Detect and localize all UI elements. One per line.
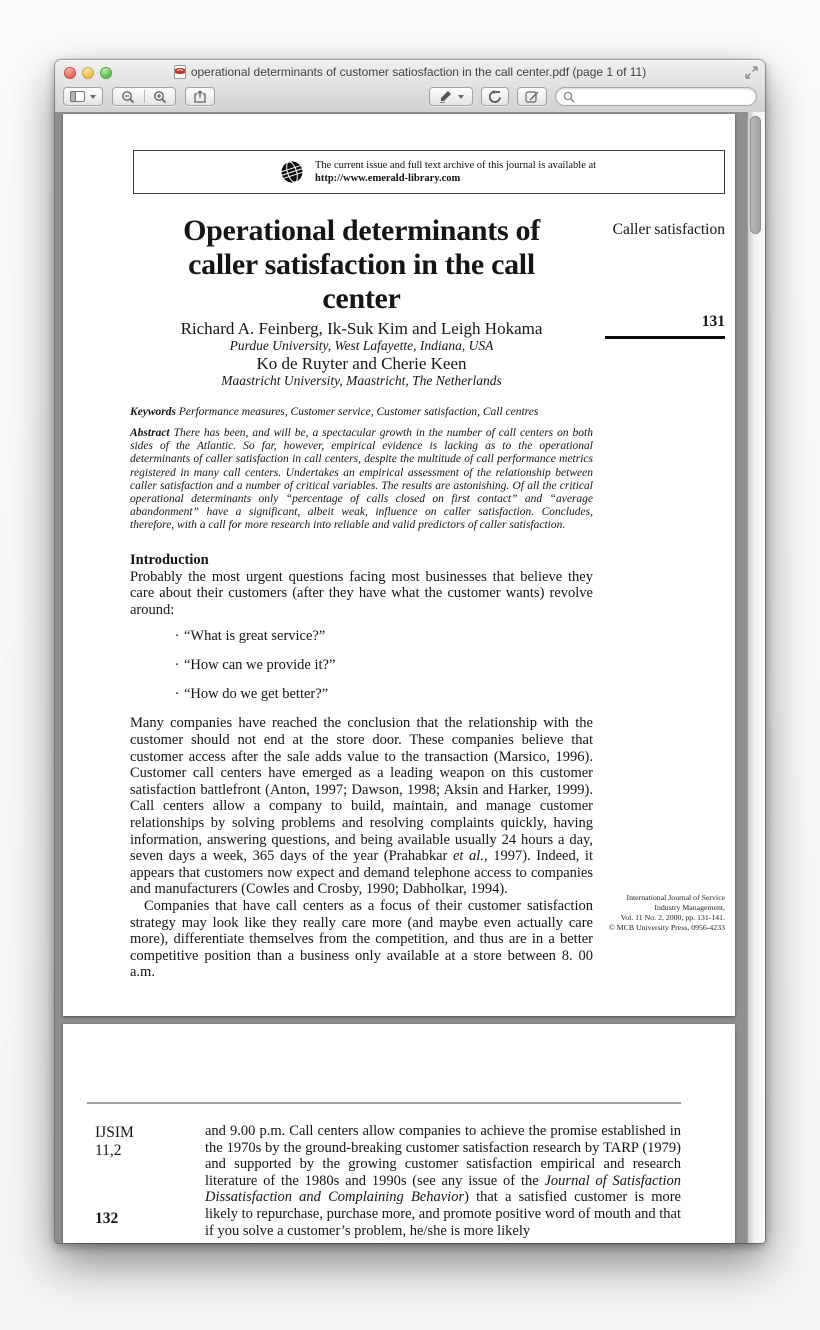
journal-issue: 11,2 <box>95 1142 122 1159</box>
titlebar[interactable] <box>55 60 765 85</box>
zoom-out-icon <box>121 90 135 104</box>
search-field[interactable] <box>555 87 757 106</box>
bullet-icon: · <box>174 686 180 703</box>
share-icon <box>193 90 207 103</box>
journal-abbrev: IJSIM <box>95 1124 134 1141</box>
article-title-line3: center <box>322 282 401 315</box>
zoom-segmented-control <box>112 87 176 106</box>
vertical-scrollbar[interactable] <box>747 112 765 1243</box>
chevron-down-icon <box>90 95 96 99</box>
authors-block <box>130 319 593 389</box>
view-mode-button[interactable] <box>63 87 103 106</box>
preview-window <box>55 60 765 1243</box>
toolbar <box>55 85 765 112</box>
citation-line: Industry Management, <box>654 903 725 912</box>
author-names-2: Ko de Ruyter and Cherie Keen <box>256 354 467 373</box>
page-number-132: 132 <box>95 1210 119 1227</box>
intro-paragraph: Probably the most urgent questions facing most businesses that believe they care about their customers (after they have what the customer wants) revolve around: <box>130 568 593 618</box>
sidebar-icon <box>70 91 85 102</box>
pencil-icon <box>525 90 539 103</box>
body-paragraph-1: Many companies have reached the conclusion that the relationship with the customer should not end at the store door. These companies believe that customer access after the sale adds value to the transaction (Marsico, 1996). Customer call centers have emerged as a leading weapon on this customer satisfaction battlefront (Anton, 1997; Dawson, 1998; Aksin and Harker, 1999). Call centers allow a company to build, maintain, and manage customer relationships by solving problems and resolving complaints quickly, having information, answering questions, and being available usually 24 hours a day, seven days a week, 365 days of the year (Prahabkar et al., 1997). Indeed, it appears that customers now expect and demand telephone access to companies and manufacturers (Cowles and Crosby, 1990; Dabholkar, 1994). <box>130 715 593 898</box>
bullet-list <box>130 628 593 703</box>
running-head: Caller satisfaction <box>612 221 725 238</box>
document-viewport[interactable] <box>55 112 765 1243</box>
rotate-left-button[interactable] <box>481 87 509 106</box>
list-item <box>170 657 593 674</box>
bullet-text: “How can we provide it?” <box>184 657 336 674</box>
list-item <box>170 686 593 703</box>
fullscreen-icon[interactable] <box>745 66 758 79</box>
article-title-line2: caller satisfaction in the call <box>188 248 535 281</box>
article-title-line1: Operational determinants of <box>183 214 540 247</box>
chevron-down-icon <box>458 95 464 99</box>
notice-line1: The current issue and full text archive of this journal is available at <box>315 160 597 171</box>
list-item <box>170 628 593 645</box>
header-rule <box>605 336 725 339</box>
zoom-in-icon <box>153 90 167 104</box>
main-column <box>130 214 593 981</box>
journal-notice-text <box>315 159 596 185</box>
annotate-button[interactable] <box>517 87 547 106</box>
emerald-globe-icon <box>279 159 305 185</box>
article-title <box>130 214 593 316</box>
journal-notice-box <box>133 150 725 194</box>
section-heading-introduction: Introduction <box>130 551 209 568</box>
notice-url[interactable]: http://www.emerald-library.com <box>315 173 461 184</box>
page2-header-rule <box>87 1102 681 1104</box>
scrollbar-thumb[interactable] <box>750 116 761 234</box>
search-input[interactable] <box>579 91 749 103</box>
citation-line: International Journal of Service <box>626 893 725 902</box>
highlighter-icon <box>439 90 453 103</box>
window-chrome <box>55 60 765 113</box>
affiliation-2: Maastricht University, Maastricht, The Netherlands <box>221 373 502 388</box>
bullet-text: “How do we get better?” <box>184 686 329 703</box>
bullet-icon: · <box>174 628 180 645</box>
citation-line: Vol. 11 No. 2, 2000, pp. 131-141. <box>620 913 725 922</box>
author-names-1: Richard A. Feinberg, Ik-Suk Kim and Leigh Hokama <box>180 319 543 338</box>
search-icon <box>563 91 575 103</box>
rotate-left-icon <box>489 90 502 104</box>
journal-citation <box>575 893 725 933</box>
zoom-in-button[interactable] <box>145 88 176 105</box>
pdf-page-1 <box>63 114 735 1016</box>
pdf-page-2 <box>63 1024 735 1243</box>
bullet-text: “What is great service?” <box>184 628 326 645</box>
keywords-line: Keywords Performance measures, Customer service, Customer satisfaction, Call centres <box>130 406 539 418</box>
body-paragraph-2: Companies that have call centers as a focus of their customer satisfaction strategy may look like they really care more (and maybe even actually care more), differentiate themselves from the competition, and thus are in a better competitive position than a business only available at a store between 8. 00 a.m. <box>130 897 593 981</box>
share-button[interactable] <box>185 87 215 106</box>
window-title: operational determinants of customer satiosfaction in the call center.pdf (page 1 of 11) <box>55 65 765 79</box>
markup-button[interactable] <box>429 87 473 106</box>
bullet-icon: · <box>174 657 180 674</box>
affiliation-1: Purdue University, West Lafayette, Indiana, USA <box>229 338 494 353</box>
zoom-out-button[interactable] <box>113 88 144 105</box>
abstract-paragraph: Abstract There has been, and will be, a spectacular growth in the number of call centers on both sides of the Atlantic. So far, however, empirical evidence is lacking as to the operational determinants of caller satisfaction in call centers, despite the multitude of call performance metrics registered in many call centers. Undertakes an empirical assessment of the relationship between caller satisfaction and a number of critical variables. The results are astonishing. Of all the critical operational determinants only “percentage of calls closed on first contact” and “average abandonment” have a significant, albeit weak, influence on caller satisfaction. Concludes, therefore, with a call for more research into reliable and valid predictors of caller satisfaction. <box>130 427 593 532</box>
page-number-131: 131 <box>701 313 725 330</box>
citation-line: © MCB University Press, 0956-4233 <box>608 923 725 932</box>
pdf-file-icon <box>174 65 186 79</box>
journal-abbrev-block <box>95 1124 134 1160</box>
page2-body-paragraph: and 9.00 p.m. Call centers allow companies to achieve the promise established in the 1970s by the ground-breaking customer satisfaction research by TARP (1979) and supported by the growing customer satisfaction empirical and research literature of the 1980s and 1990s (see any issue of the Journal of Satisfaction Dissatisfaction and Complaining Behavior) that a satisfied customer is more likely to repurchase, purchase more, and promote positive word of mouth and that if you solve a customer’s problem, he/she is more likely <box>205 1123 682 1239</box>
